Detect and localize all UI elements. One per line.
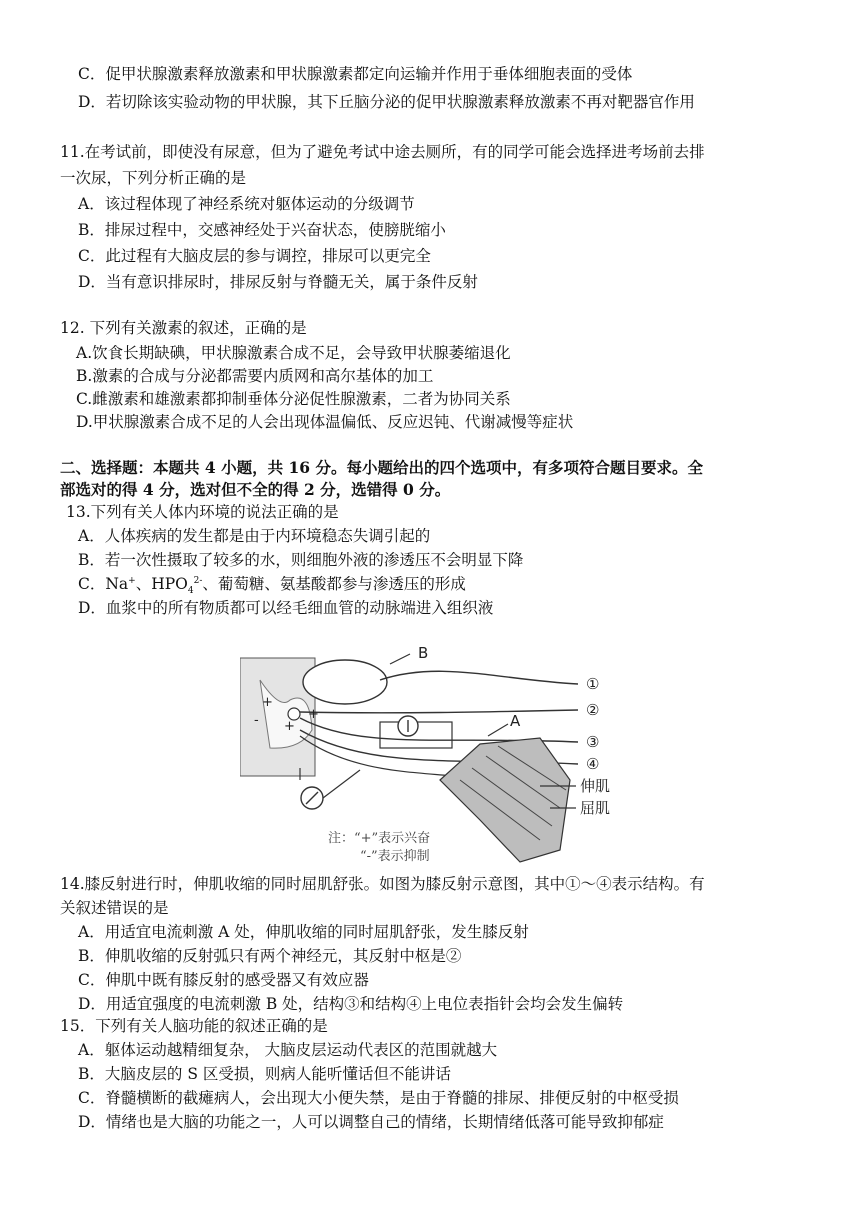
- nerve-line-1: [380, 671, 578, 684]
- q11-stem-line2: 一次尿，下列分析正确的是: [60, 169, 247, 187]
- q15-option-a: A．躯体运动越精细复杂， 大脑皮层运动代表区的范围就越大: [78, 1041, 498, 1059]
- q12-stem: 12. 下列有关激素的叙述，正确的是: [60, 319, 307, 337]
- q15-option-d: D．情绪也是大脑的功能之一，人可以调整自己的情绪，长期情绪低落可能导致抑郁症: [78, 1113, 664, 1131]
- q10-option-c: C．促甲状腺激素释放激素和甲状腺激素都定向运输并作用于垂体细胞表面的受体: [78, 65, 633, 83]
- muscle-bundle: [440, 738, 570, 862]
- q14-stem-line2: 关叙述错误的是: [60, 899, 169, 917]
- label-4: ④: [586, 755, 600, 773]
- q12-option-b: B.激素的合成与分泌都需要内质网和高尔基体的加工: [76, 367, 434, 385]
- q15-option-b: B．大脑皮层的 S 区受损，则病人能听懂话但不能讲话: [78, 1065, 451, 1083]
- figure-note-line2: “-”表示抑制: [360, 849, 430, 864]
- q13-option-b: B．若一次性摄取了较多的水，则细胞外液的渗透压不会明显下降: [78, 551, 524, 569]
- q12-option-a: A.饮食长期缺碘，甲状腺激素合成不足，会导致甲状腺萎缩退化: [76, 344, 511, 362]
- dorsal-root-ganglion: [303, 660, 387, 704]
- knee-reflex-svg: [240, 640, 620, 865]
- label-flexor: 屈肌: [580, 799, 611, 817]
- q15-stem: 15．下列有关人脑功能的叙述正确的是: [60, 1017, 328, 1035]
- q15-option-c: C．脊髓横断的截瘫病人，会出现大小便失禁，是由于脊髓的排尿、排便反射的中枢受损: [78, 1089, 679, 1107]
- q12-option-d: D.甲状腺激素合成不足的人会出现体温偏低、反应迟钝、代谢减慢等症状: [76, 413, 574, 431]
- label-b: B: [418, 644, 429, 662]
- q13-option-c: C．Na+、$HPO_4^{2-}$、葡萄糖、氨基酸都参与渗透压的形成: [78, 575, 466, 597]
- svg-text:+: +: [262, 695, 273, 710]
- label-extensor: 伸肌: [580, 777, 611, 795]
- q14-option-b: B．伸肌收缩的反射弧只有两个神经元，其反射中枢是②: [78, 947, 462, 965]
- q14-stem-line1: 14.膝反射进行时，伸肌收缩的同时屈肌舒张。如图为膝反射示意图，其中①～④表示结构。有: [60, 875, 705, 893]
- q11-option-d: D．当有意识排尿时，排尿反射与脊髓无关，属于条件反射: [78, 273, 478, 291]
- q12-option-c: C.雌激素和雄激素都抑制垂体分泌促性腺激素，二者为协同关系: [76, 390, 511, 408]
- label-2: ②: [586, 701, 600, 719]
- q10-option-d: D．若切除该实验动物的甲状腺，其下丘脑分泌的促甲状腺激素释放激素不再对靶器官作用: [78, 93, 695, 111]
- q14-option-c: C．伸肌中既有膝反射的感受器又有效应器: [78, 971, 369, 989]
- q14-option-a: A．用适宜电流刺激 A 处，伸肌收缩的同时屈肌舒张，发生膝反射: [78, 923, 529, 941]
- q11-stem-line1: 11.在考试前，即使没有尿意，但为了避免考试中途去厕所，有的同学可能会选择进考场前去排: [60, 143, 705, 161]
- svg-text:+: +: [308, 707, 319, 722]
- section2-heading-line2: 部选对的得 4 分，选对但不全的得 2 分，选错得 0 分。: [60, 480, 451, 499]
- q11-option-a: A．该过程体现了神经系统对躯体运动的分级调节: [78, 195, 415, 213]
- svg-text:+: +: [284, 719, 295, 734]
- figure-note-line1: 注：“+”表示兴奋: [328, 831, 431, 846]
- nerve-line-2: [300, 710, 578, 713]
- q11-option-c: C．此过程有大脑皮层的参与调控，排尿可以更完全: [78, 247, 431, 265]
- label-1: ①: [586, 675, 600, 693]
- knee-reflex-diagram: [240, 640, 620, 865]
- q11-option-b: B．排尿过程中，交感神经处于兴奋状态，使膀胱缩小: [78, 221, 446, 239]
- section2-heading-line1: 二、选择题：本题共 4 小题，共 16 分。每小题给出的四个选项中，有多项符合题目要求。全: [60, 458, 703, 477]
- q13-option-d: D．血浆中的所有物质都可以经毛细血管的动脉端进入组织液: [78, 599, 494, 617]
- label-3: ③: [586, 733, 600, 751]
- q13-stem: 13.下列有关人体内环境的说法正确的是: [66, 503, 339, 521]
- label-a: A: [510, 712, 521, 730]
- q14-option-d: D．用适宜强度的电流刺激 B 处，结构③和结构④上电位表指针会均会发生偏转: [78, 995, 624, 1013]
- q13-option-a: A．人体疾病的发生都是由于内环境稳态失调引起的: [78, 527, 431, 545]
- svg-text:-: -: [254, 713, 259, 728]
